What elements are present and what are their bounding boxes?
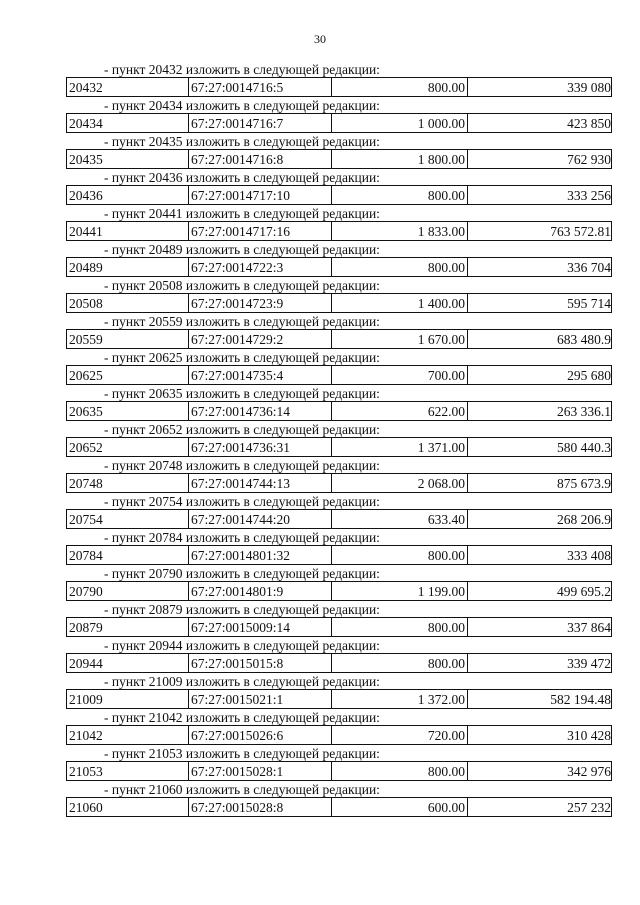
item-number-cell: 21060 bbox=[69, 800, 103, 815]
cadastral-number-cell: 67:27:0014736:14 bbox=[188, 402, 331, 420]
amendment-instruction: - пункт 21042 изложить в следующей редакции: bbox=[104, 710, 380, 725]
item-number-cell: 20434 bbox=[69, 116, 103, 131]
amendment-entry bbox=[66, 566, 612, 601]
amendment-instruction: - пункт 20790 изложить в следующей редакции: bbox=[104, 566, 380, 581]
amendment-entry bbox=[66, 206, 612, 241]
item-number-cell: 21053 bbox=[69, 764, 103, 779]
cadastral-value-cell: 763 572.81 bbox=[467, 222, 613, 240]
cadastral-number-cell: 67:27:0015028:8 bbox=[188, 798, 331, 816]
cadastral-number-cell: 67:27:0014717:10 bbox=[188, 186, 331, 204]
cadastral-number-cell: 67:27:0014736:31 bbox=[188, 438, 331, 456]
cadastral-value-cell: 337 864 bbox=[467, 618, 613, 636]
area-cell: 800.00 bbox=[331, 762, 467, 780]
item-number-cell: 20635 bbox=[69, 404, 103, 419]
amendment-entry bbox=[66, 638, 612, 673]
cadastral-number-cell: 67:27:0015015:8 bbox=[188, 654, 331, 672]
amendment-instruction: - пункт 20784 изложить в следующей редакции: bbox=[104, 530, 380, 545]
area-cell: 622.00 bbox=[331, 402, 467, 420]
area-cell: 1 400.00 bbox=[331, 294, 467, 312]
table-row bbox=[66, 509, 612, 529]
cadastral-value-cell: 762 930 bbox=[467, 150, 613, 168]
amendment-entry bbox=[66, 134, 612, 169]
cadastral-number-cell: 67:27:0014729:2 bbox=[188, 330, 331, 348]
item-number-cell: 20790 bbox=[69, 584, 103, 599]
cadastral-value-cell: 263 336.1 bbox=[467, 402, 613, 420]
amendment-instruction: - пункт 20559 изложить в следующей редакции: bbox=[104, 314, 380, 329]
cadastral-number-cell: 67:27:0014722:3 bbox=[188, 258, 331, 276]
cadastral-value-cell: 333 408 bbox=[467, 546, 613, 564]
table-row bbox=[66, 761, 612, 781]
table-row bbox=[66, 725, 612, 745]
item-number-cell: 21042 bbox=[69, 728, 103, 743]
amendment-instruction: - пункт 20489 изложить в следующей редакции: bbox=[104, 242, 380, 257]
item-number-cell: 20435 bbox=[69, 152, 103, 167]
table-row bbox=[66, 581, 612, 601]
area-cell: 1 372.00 bbox=[331, 690, 467, 708]
item-number-cell: 20784 bbox=[69, 548, 103, 563]
amendment-entry bbox=[66, 602, 612, 637]
cadastral-value-cell: 310 428 bbox=[467, 726, 613, 744]
amendment-instruction: - пункт 20508 изложить в следующей редакции: bbox=[104, 278, 380, 293]
item-number-cell: 20748 bbox=[69, 476, 103, 491]
area-cell: 1 000.00 bbox=[331, 114, 467, 132]
amendment-entry bbox=[66, 494, 612, 529]
cadastral-number-cell: 67:27:0015021:1 bbox=[188, 690, 331, 708]
area-cell: 633.40 bbox=[331, 510, 467, 528]
table-row bbox=[66, 149, 612, 169]
cadastral-value-cell: 499 695.2 bbox=[467, 582, 613, 600]
cadastral-value-cell: 339 472 bbox=[467, 654, 613, 672]
amendment-entry bbox=[66, 746, 612, 781]
table-row bbox=[66, 653, 612, 673]
cadastral-value-cell: 582 194.48 bbox=[467, 690, 613, 708]
item-number-cell: 20879 bbox=[69, 620, 103, 635]
area-cell: 720.00 bbox=[331, 726, 467, 744]
cadastral-number-cell: 67:27:0014744:13 bbox=[188, 474, 331, 492]
amendment-entry bbox=[66, 170, 612, 205]
amendment-instruction: - пункт 20635 изложить в следующей редакции: bbox=[104, 386, 380, 401]
amendment-instruction: - пункт 20754 изложить в следующей редакции: bbox=[104, 494, 380, 509]
item-number-cell: 20625 bbox=[69, 368, 103, 383]
table-row bbox=[66, 545, 612, 565]
item-number-cell: 20652 bbox=[69, 440, 103, 455]
amendment-instruction: - пункт 20432 изложить в следующей редакции: bbox=[104, 62, 380, 77]
area-cell: 800.00 bbox=[331, 258, 467, 276]
cadastral-value-cell: 336 704 bbox=[467, 258, 613, 276]
item-number-cell: 20436 bbox=[69, 188, 103, 203]
amendment-entry bbox=[66, 98, 612, 133]
amendment-entry bbox=[66, 458, 612, 493]
amendment-instruction: - пункт 20652 изложить в следующей редакции: bbox=[104, 422, 380, 437]
area-cell: 1 800.00 bbox=[331, 150, 467, 168]
amendment-instruction: - пункт 20441 изложить в следующей редакции: bbox=[104, 206, 380, 221]
cadastral-value-cell: 875 673.9 bbox=[467, 474, 613, 492]
amendment-instruction: - пункт 20879 изложить в следующей редакции: bbox=[104, 602, 380, 617]
area-cell: 800.00 bbox=[331, 546, 467, 564]
amendment-entry bbox=[66, 278, 612, 313]
amendment-entry bbox=[66, 782, 612, 817]
area-cell: 800.00 bbox=[331, 618, 467, 636]
table-row bbox=[66, 257, 612, 277]
item-number-cell: 20432 bbox=[69, 80, 103, 95]
amendment-entry bbox=[66, 242, 612, 277]
area-cell: 800.00 bbox=[331, 186, 467, 204]
table-row bbox=[66, 365, 612, 385]
area-cell: 1 371.00 bbox=[331, 438, 467, 456]
table-row bbox=[66, 113, 612, 133]
page-number: 30 bbox=[314, 32, 326, 46]
item-number-cell: 20441 bbox=[69, 224, 103, 239]
cadastral-value-cell: 342 976 bbox=[467, 762, 613, 780]
area-cell: 600.00 bbox=[331, 798, 467, 816]
item-number-cell: 20508 bbox=[69, 296, 103, 311]
amendment-instruction: - пункт 21053 изложить в следующей редакции: bbox=[104, 746, 380, 761]
item-number-cell: 20489 bbox=[69, 260, 103, 275]
amendment-instruction: - пункт 20436 изложить в следующей редакции: bbox=[104, 170, 380, 185]
cadastral-value-cell: 683 480.9 bbox=[467, 330, 613, 348]
table-row bbox=[66, 437, 612, 457]
table-row bbox=[66, 401, 612, 421]
item-number-cell: 20559 bbox=[69, 332, 103, 347]
cadastral-number-cell: 67:27:0014801:32 bbox=[188, 546, 331, 564]
cadastral-number-cell: 67:27:0014717:16 bbox=[188, 222, 331, 240]
amendment-entry bbox=[66, 710, 612, 745]
area-cell: 700.00 bbox=[331, 366, 467, 384]
cadastral-number-cell: 67:27:0014716:7 bbox=[188, 114, 331, 132]
table-row bbox=[66, 293, 612, 313]
area-cell: 800.00 bbox=[331, 654, 467, 672]
amendment-entry bbox=[66, 674, 612, 709]
amendment-entry bbox=[66, 386, 612, 421]
table-row bbox=[66, 221, 612, 241]
table-row bbox=[66, 689, 612, 709]
table-row bbox=[66, 797, 612, 817]
area-cell: 1 833.00 bbox=[331, 222, 467, 240]
cadastral-value-cell: 268 206.9 bbox=[467, 510, 613, 528]
item-number-cell: 20754 bbox=[69, 512, 103, 527]
cadastral-number-cell: 67:27:0014735:4 bbox=[188, 366, 331, 384]
area-cell: 2 068.00 bbox=[331, 474, 467, 492]
amendment-instruction: - пункт 20748 изложить в следующей редакции: bbox=[104, 458, 380, 473]
table-row bbox=[66, 473, 612, 493]
cadastral-value-cell: 295 680 bbox=[467, 366, 613, 384]
cadastral-number-cell: 67:27:0014716:5 bbox=[188, 78, 331, 96]
cadastral-value-cell: 257 232 bbox=[467, 798, 613, 816]
table-row bbox=[66, 617, 612, 637]
entries-container bbox=[66, 62, 612, 817]
item-number-cell: 21009 bbox=[69, 692, 103, 707]
cadastral-number-cell: 67:27:0014716:8 bbox=[188, 150, 331, 168]
amendment-instruction: - пункт 21060 изложить в следующей редакции: bbox=[104, 782, 380, 797]
amendment-instruction: - пункт 20435 изложить в следующей редакции: bbox=[104, 134, 380, 149]
cadastral-number-cell: 67:27:0015009:14 bbox=[188, 618, 331, 636]
amendment-entry bbox=[66, 62, 612, 97]
table-row bbox=[66, 77, 612, 97]
area-cell: 800.00 bbox=[331, 78, 467, 96]
table-row bbox=[66, 185, 612, 205]
amendment-entry bbox=[66, 530, 612, 565]
area-cell: 1 199.00 bbox=[331, 582, 467, 600]
amendment-entry bbox=[66, 314, 612, 349]
cadastral-number-cell: 67:27:0014801:9 bbox=[188, 582, 331, 600]
amendment-entry bbox=[66, 422, 612, 457]
amendment-instruction: - пункт 21009 изложить в следующей редакции: bbox=[104, 674, 380, 689]
cadastral-number-cell: 67:27:0015028:1 bbox=[188, 762, 331, 780]
amendment-entry bbox=[66, 350, 612, 385]
amendment-list bbox=[66, 62, 612, 818]
cadastral-value-cell: 339 080 bbox=[467, 78, 613, 96]
cadastral-number-cell: 67:27:0015026:6 bbox=[188, 726, 331, 744]
cadastral-value-cell: 423 850 bbox=[467, 114, 613, 132]
table-row bbox=[66, 329, 612, 349]
amendment-instruction: - пункт 20625 изложить в следующей редакции: bbox=[104, 350, 380, 365]
area-cell: 1 670.00 bbox=[331, 330, 467, 348]
cadastral-value-cell: 333 256 bbox=[467, 186, 613, 204]
cadastral-number-cell: 67:27:0014723:9 bbox=[188, 294, 331, 312]
amendment-instruction: - пункт 20434 изложить в следующей редакции: bbox=[104, 98, 380, 113]
cadastral-number-cell: 67:27:0014744:20 bbox=[188, 510, 331, 528]
amendment-instruction: - пункт 20944 изложить в следующей редакции: bbox=[104, 638, 380, 653]
item-number-cell: 20944 bbox=[69, 656, 103, 671]
cadastral-value-cell: 580 440.3 bbox=[467, 438, 613, 456]
cadastral-value-cell: 595 714 bbox=[467, 294, 613, 312]
